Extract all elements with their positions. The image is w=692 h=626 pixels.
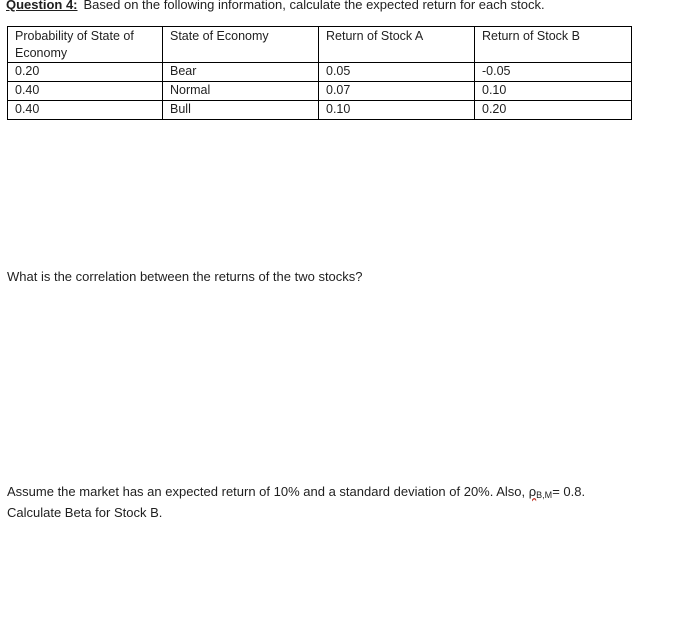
cell-return-b: 0.10 [475,82,632,101]
rho-letter: ρ [528,484,537,499]
cell-state: Bull [163,101,319,120]
cell-state: Normal [163,82,319,101]
cell-state: Bear [163,63,319,82]
table-row [8,82,632,101]
market-prompt-text: Assume the market has an expected return of 10% and a standard deviation of 20%. Also, [7,484,529,499]
question-heading [6,0,545,12]
rho-value: = 0.8. [552,484,586,499]
question-text: Based on the following information, calculate the expected return for each stock. [83,0,545,12]
cell-return-a: 0.05 [319,63,475,82]
question-label: Question 4: [6,0,78,12]
cell-return-a: 0.07 [319,82,475,101]
beta-prompt: Calculate Beta for Stock B. [7,505,163,520]
cell-probability: 0.40 [8,101,163,120]
market-prompt [7,484,585,500]
table-header-row [8,27,632,63]
rho-symbol [529,484,552,499]
cell-return-a: 0.10 [319,101,475,120]
cell-return-b: -0.05 [475,63,632,82]
returns-table [7,26,632,120]
correlation-prompt: What is the correlation between the returns of the two stocks? [7,269,363,284]
header-return-b: Return of Stock B [475,27,632,63]
cell-probability: 0.20 [8,63,163,82]
header-state: State of Economy [163,27,319,63]
cell-return-b: 0.20 [475,101,632,120]
header-return-a: Return of Stock A [319,27,475,63]
cell-probability: 0.40 [8,82,163,101]
header-probability: Probability of State of Economy [8,27,163,63]
rho-subscript: B,M [536,490,553,500]
table-row [8,63,632,82]
table-row [8,101,632,120]
